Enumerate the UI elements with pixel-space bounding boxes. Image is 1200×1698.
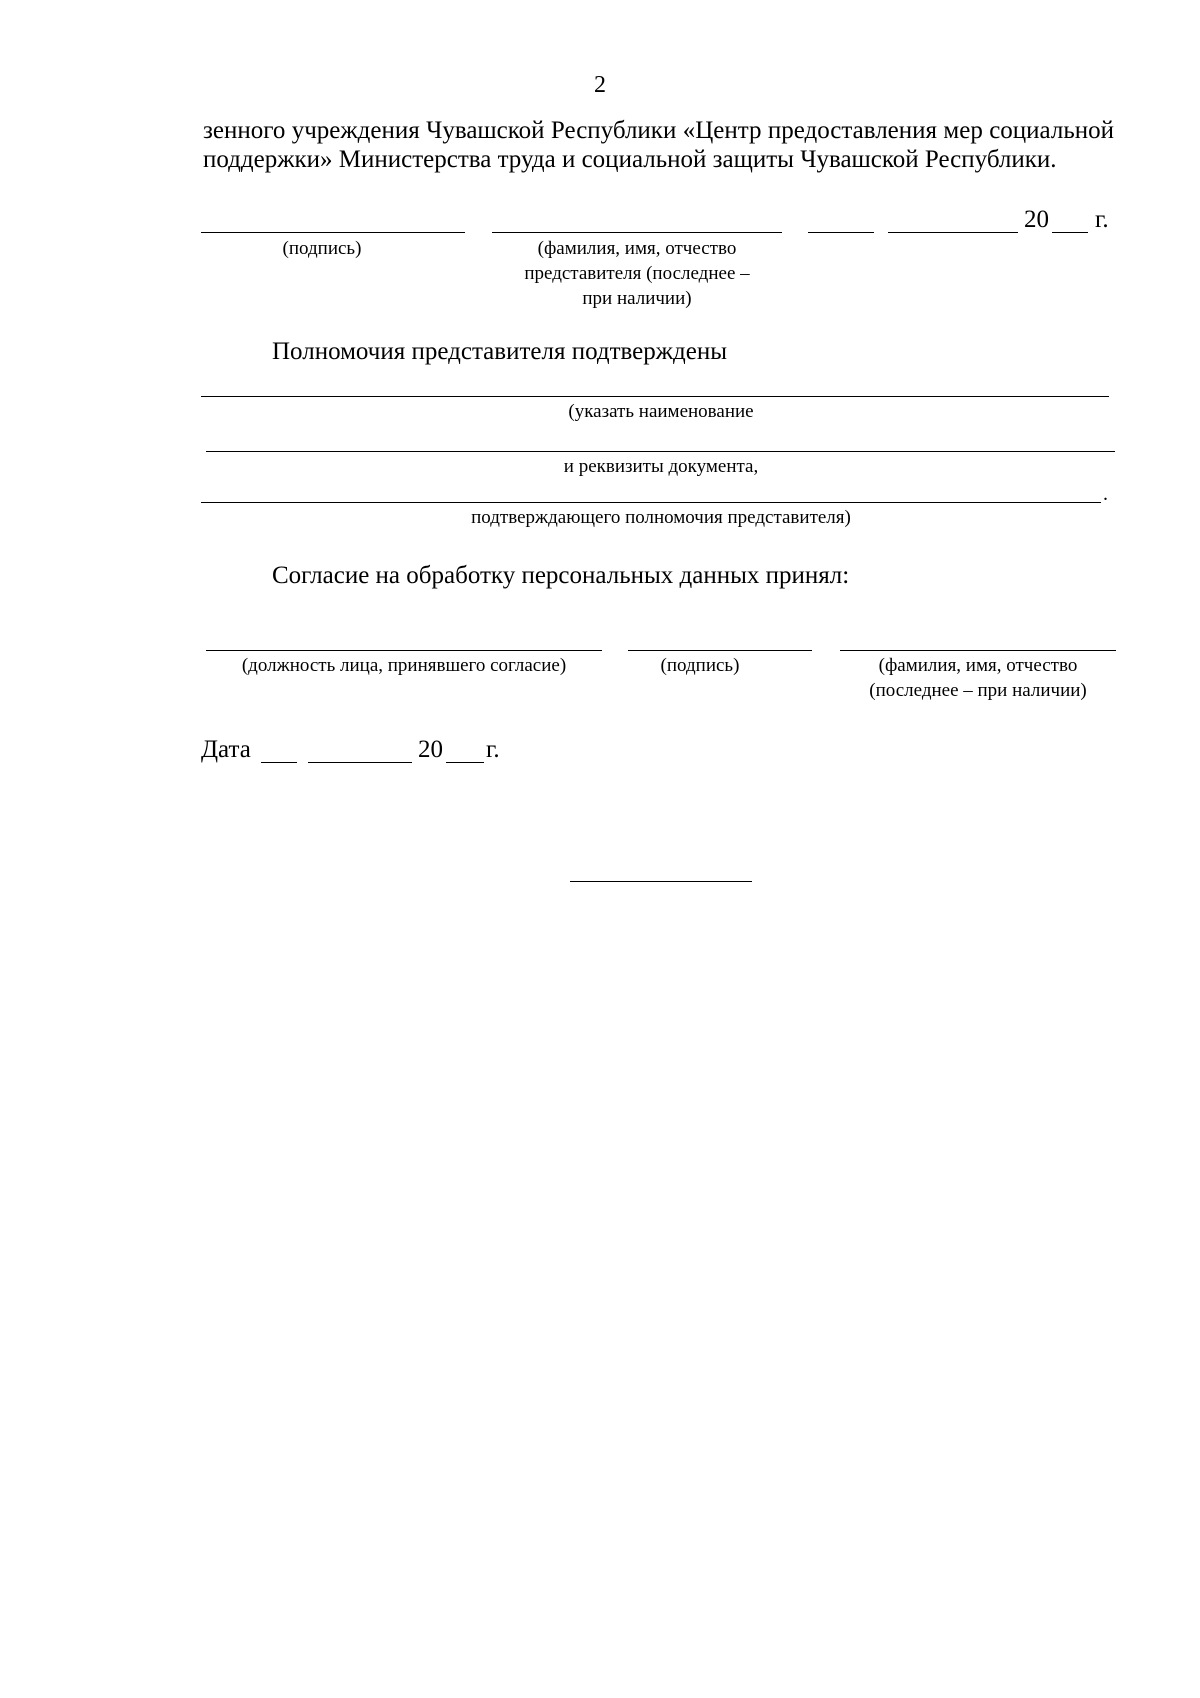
authority-caption-1: (указать наименование (568, 401, 754, 422)
date-year-prefix: 20 (418, 736, 443, 763)
consent-heading: Согласие на обработку персональных данных принял: (272, 562, 850, 589)
authority-caption-3: подтверждающего полномочия представителя) (471, 507, 851, 528)
authority-heading: Полномочия представителя подтверждены (272, 338, 728, 365)
consent-caption-name-line1: (фамилия, имя, отчество (878, 655, 1078, 676)
date-month-line (888, 232, 1018, 233)
date-line-day (261, 762, 297, 763)
consent-caption-position: (должность лица, принявшего согласие) (241, 655, 567, 676)
consent-position-line (206, 650, 602, 651)
representative-name-line (492, 232, 782, 233)
page-number: 2 (594, 72, 606, 98)
date-label: Дата (201, 736, 251, 763)
authority-end-period: . (1103, 483, 1108, 505)
authority-line-3 (201, 502, 1101, 503)
date-line-month (308, 762, 412, 763)
year-prefix: 20 (1024, 206, 1049, 233)
intro-paragraph (203, 116, 1114, 174)
caption-name-line3: при наличии) (582, 288, 692, 309)
caption-signature: (подпись) (282, 238, 362, 259)
authority-caption-2: и реквизиты документа, (563, 456, 759, 477)
signature-line (201, 232, 465, 233)
caption-name-line2: представителя (последнее – (524, 263, 750, 284)
authority-line-2 (206, 451, 1115, 452)
caption-representative-name (492, 236, 782, 311)
consent-caption-name (840, 653, 1116, 703)
end-separator-line (570, 881, 752, 882)
intro-paragraph-text: зенного учреждения Чувашской Республики «Центр предоставления мер социальной поддержки» Министерства труда и социальной защиты Чувашской Республики. (203, 117, 1114, 173)
authority-line-1 (201, 396, 1109, 397)
consent-signature-line (628, 650, 812, 651)
date-year-suffix: г. (486, 736, 500, 763)
year-suffix: г. (1095, 206, 1109, 233)
caption-name-line1: (фамилия, имя, отчество (537, 238, 737, 259)
consent-caption-signature: (подпись) (660, 655, 740, 676)
consent-caption-name-line2: (последнее – при наличии) (869, 680, 1087, 701)
date-line-year (446, 762, 484, 763)
date-day-line (808, 232, 874, 233)
consent-name-line (840, 650, 1116, 651)
date-year-line (1052, 232, 1088, 233)
